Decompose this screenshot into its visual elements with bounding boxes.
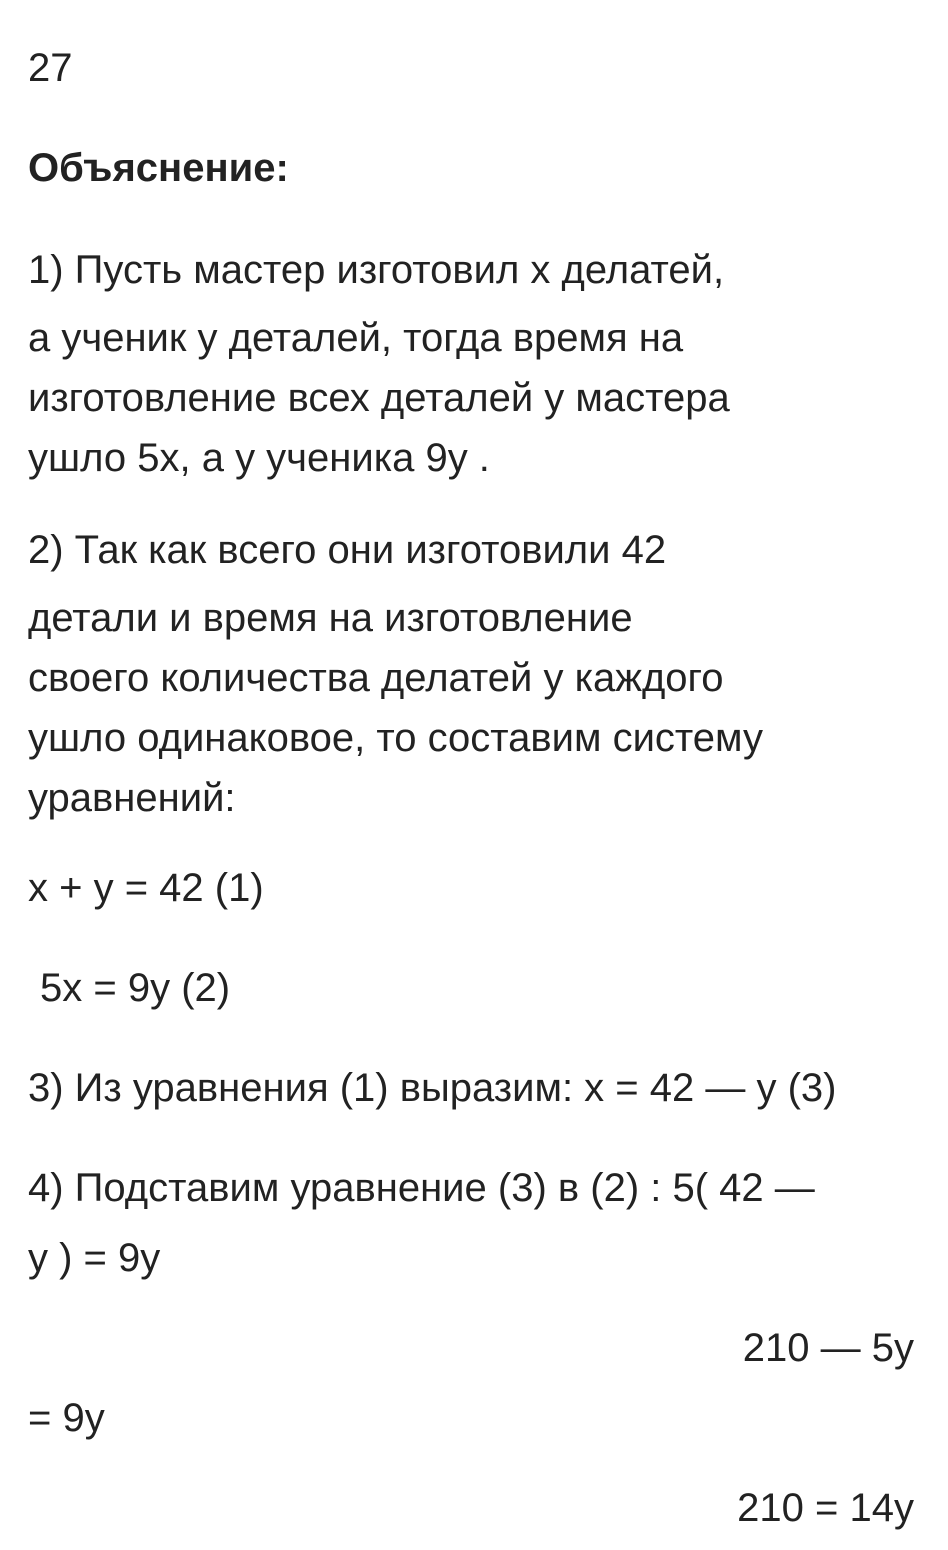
step-3-line: 3) Из уравнения (1) выразим: х = 42 — у (3)	[28, 1066, 837, 1110]
equation-2: 5х = 9у (2)	[40, 966, 231, 1010]
step-4-line: у ) = 9у	[28, 1236, 161, 1280]
step-4-line: 4) Подставим уравнение (3) в (2) : 5( 42 —	[28, 1166, 815, 1210]
equation-1: х + у = 42 (1)	[28, 866, 264, 910]
step-1-line: а ученик у деталей, тогда время на	[28, 316, 684, 360]
step-4-line: 210 = 14у	[737, 1486, 914, 1530]
step-4-line: 210 — 5у	[742, 1326, 914, 1370]
step-1-line: 1) Пусть мастер изготовил х делатей,	[28, 248, 725, 292]
explanation-heading: Объяснение:	[28, 146, 289, 190]
step-2-line: своего количества делатей у каждого	[28, 656, 724, 700]
step-2-line: детали и время на изготовление	[28, 596, 633, 640]
answer-number: 27	[28, 46, 73, 90]
step-2-line: ушло одинаковое, то составим систему	[28, 716, 763, 760]
step-1-line: изготовление всех деталей у мастера	[28, 376, 730, 420]
step-1-line: ушло 5х, а у ученика 9у .	[28, 436, 490, 480]
step-2-line: 2) Так как всего они изготовили 42	[28, 528, 667, 572]
step-2-line: уравнений:	[28, 776, 236, 820]
step-4-line: = 9у	[28, 1396, 105, 1440]
